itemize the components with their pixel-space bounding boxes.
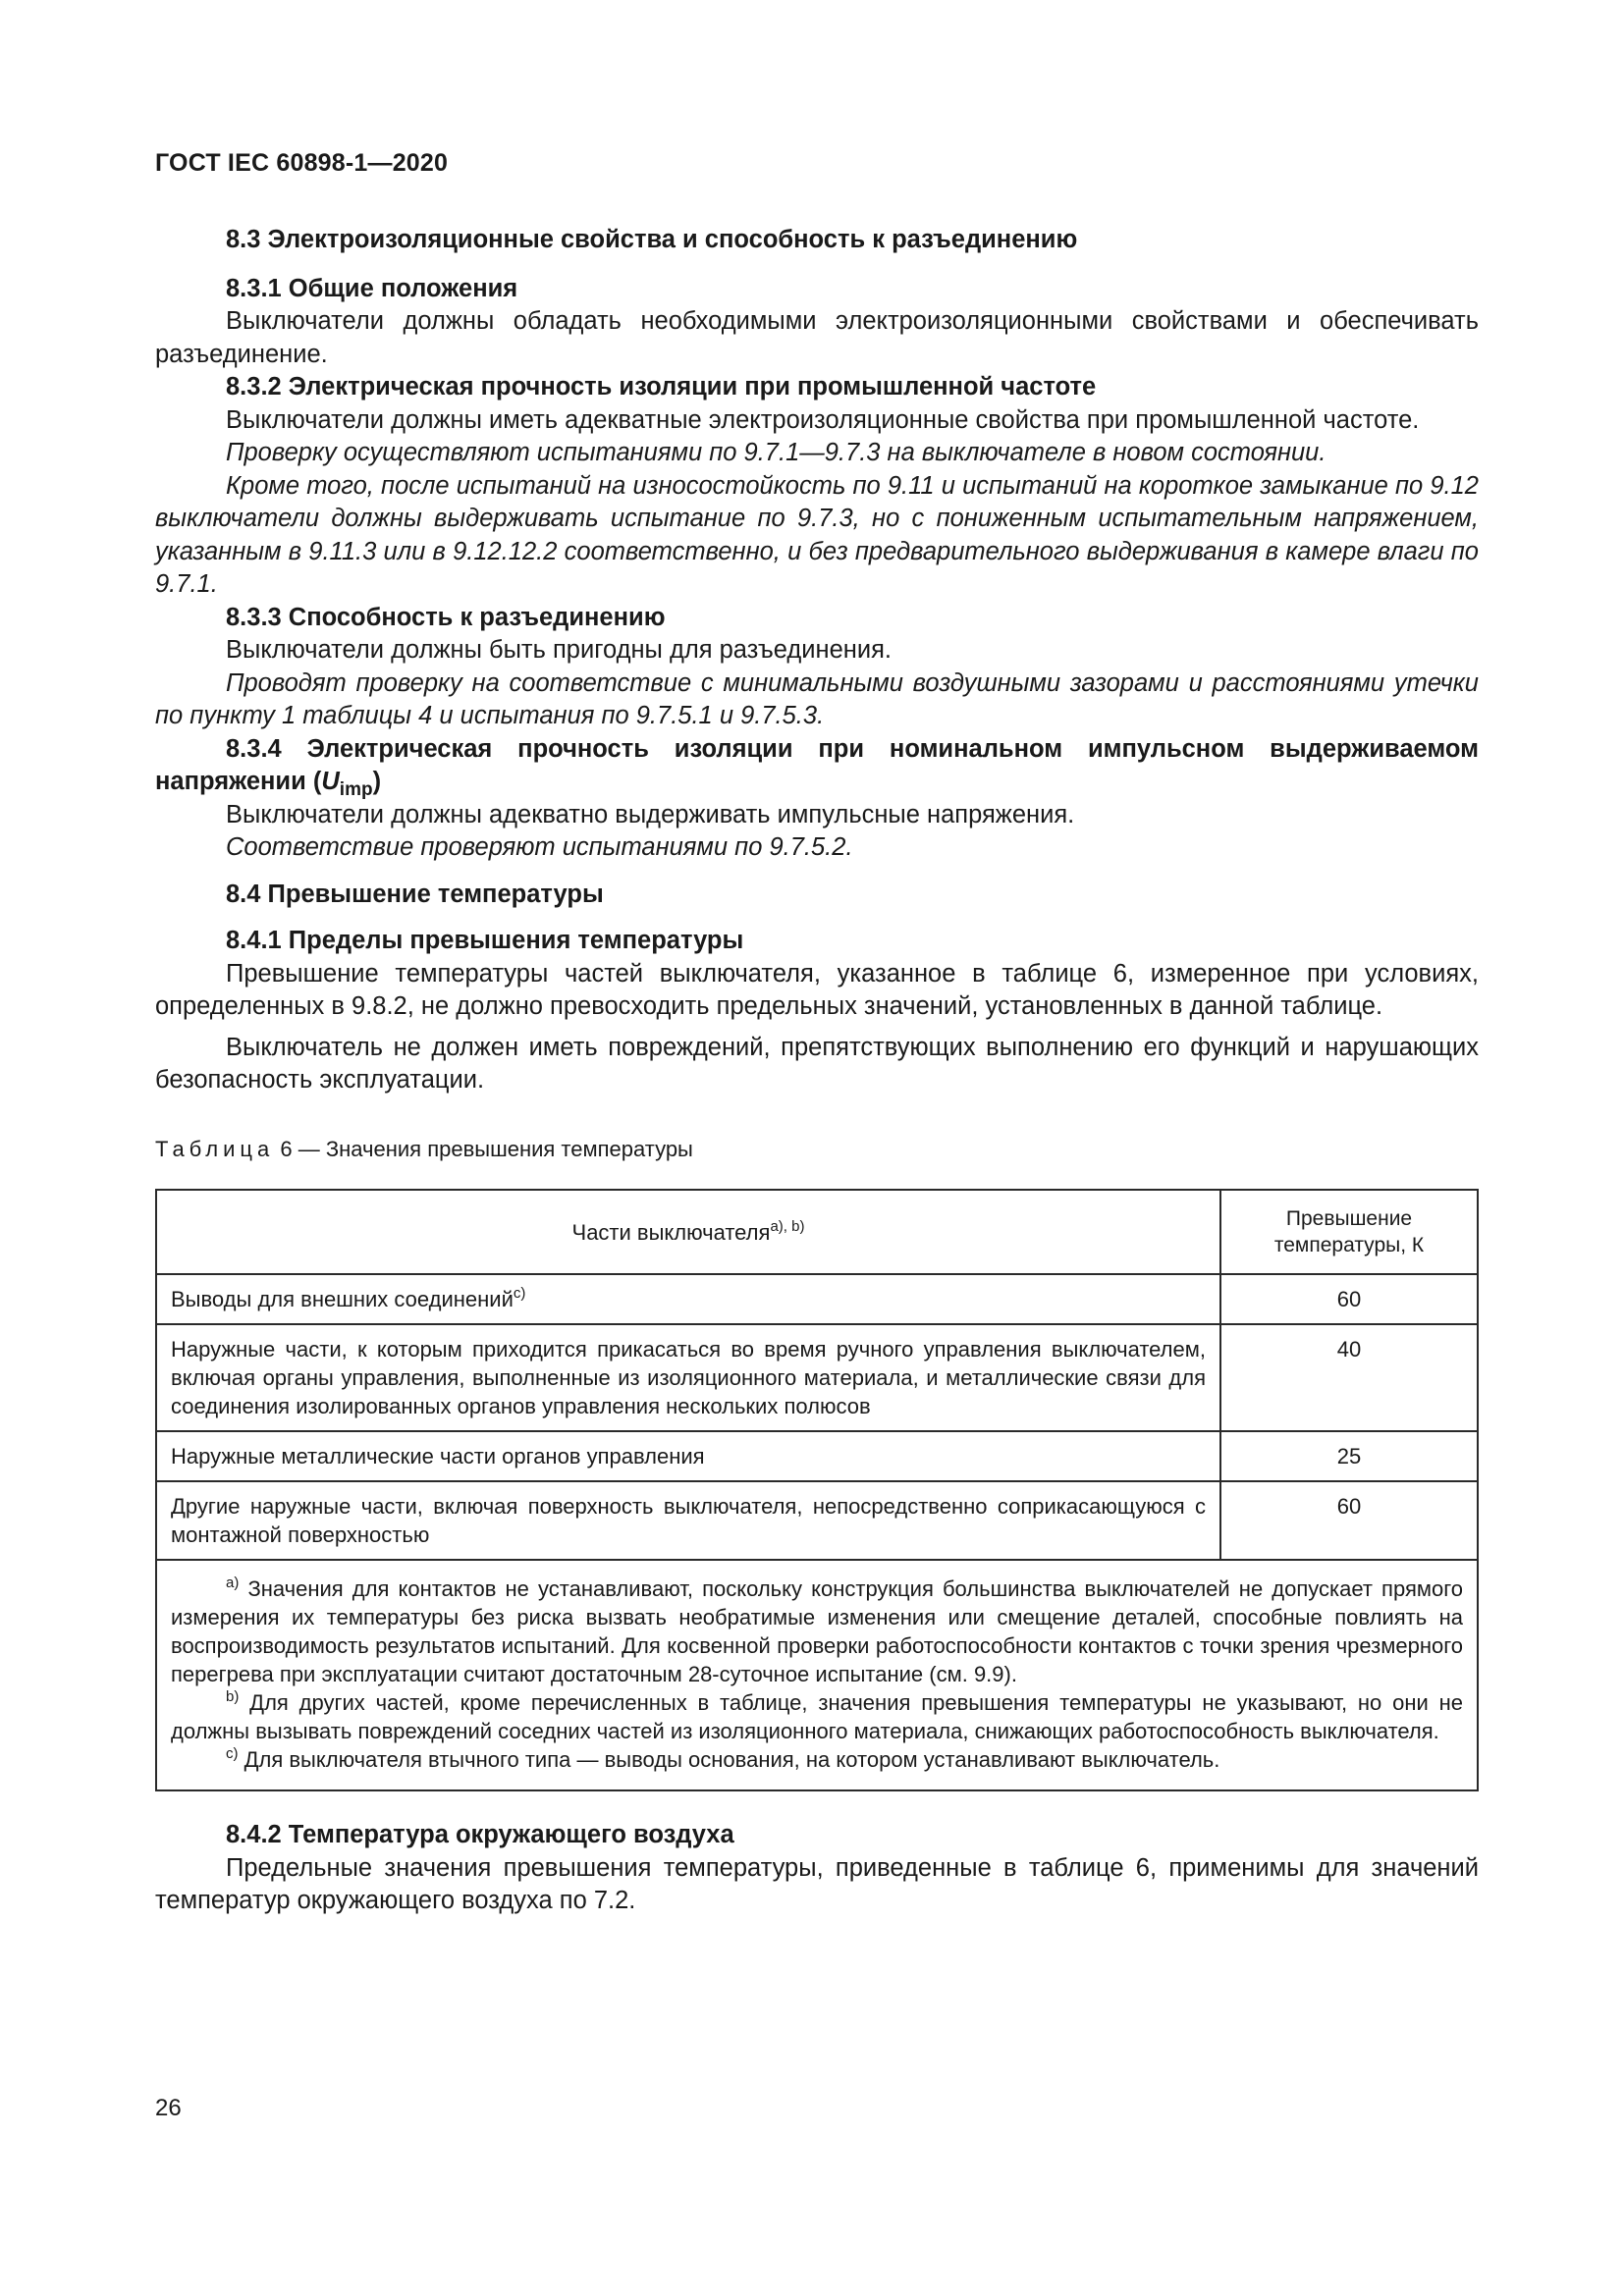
part-cell: Другие наружные части, включая поверхность выключателя, непосредственно соприкасающуюся с монтажной поверхностью xyxy=(156,1481,1220,1560)
section-8-3-title: 8.3 Электроизоляционные свойства и способность к разъединению xyxy=(226,226,1078,253)
value-cell: 60 xyxy=(1220,1481,1478,1560)
table-note xyxy=(171,1688,1463,1745)
paragraph-italic: Проводят проверку на соответствие с минимальными воздушными зазорами и расстояниями утечки по пункту 1 таблицы 4 и испытания по 9.7.5.1 и 9.7.5.3. xyxy=(155,668,1479,729)
document-code-header: ГОСТ IEC 60898-1—2020 xyxy=(155,149,449,177)
value-cell: 40 xyxy=(1220,1324,1478,1431)
section-title-text: ) xyxy=(372,768,382,795)
footnote-mark: a), b) xyxy=(770,1217,805,1235)
note-text: Для других частей, кроме перечисленных в таблице, значения превышения температуры не указывают, но они не должны вызывать повреждений соседних частей из изоляционного материала, снижающих работоспособность выключателя. xyxy=(171,1690,1463,1743)
paragraph: Предельные значения превышения температуры, приведенные в таблице 6, применимы для значений температур окружающего воздуха по 7.2. xyxy=(155,1853,1479,1914)
table-header-row xyxy=(156,1190,1478,1274)
temperature-rise-table xyxy=(155,1189,1479,1791)
part-cell xyxy=(156,1274,1220,1324)
table-notes-row xyxy=(156,1560,1478,1790)
table-note xyxy=(171,1575,1463,1688)
footnote-mark: a) xyxy=(226,1575,240,1591)
table-caption-text: 6 — Значения превышения температуры xyxy=(274,1136,693,1161)
paragraph-italic: Соответствие проверяют испытаниями по 9.7.5.2. xyxy=(226,833,853,861)
section-8-4-2-title: 8.4.2 Температура окружающего воздуха xyxy=(226,1821,734,1848)
paragraph: Выключатели должны обладать необходимыми электроизоляционными свойствами и обеспечивать разъединение. xyxy=(155,307,1479,368)
table-row xyxy=(156,1481,1478,1560)
column-header-text: Части выключателя xyxy=(571,1219,771,1245)
section-8-3-2-title: 8.3.2 Электрическая прочность изоляции при промышленной частоте xyxy=(226,373,1097,400)
part-cell: Наружные металлические части органов управления xyxy=(156,1431,1220,1481)
body-text xyxy=(155,224,1479,1918)
section-8-3-1-title: 8.3.1 Общие положения xyxy=(226,274,518,302)
table-row xyxy=(156,1324,1478,1431)
table-row xyxy=(156,1431,1478,1481)
note-text: Для выключателя втычного типа — выводы основания, на котором устанавливают выключатель. xyxy=(238,1747,1220,1772)
paragraph: Выключатели должны быть пригодны для разъединения. xyxy=(226,636,892,664)
table-notes xyxy=(156,1560,1478,1790)
table-note xyxy=(171,1745,1463,1774)
table-caption xyxy=(155,1133,1479,1166)
section-8-4-title: 8.4 Превышение температуры xyxy=(226,880,604,908)
paragraph-italic: Проверку осуществляют испытаниями по 9.7.1—9.7.3 на выключателе в новом состоянии. xyxy=(226,439,1326,466)
column-header-temperature-rise: Превышение температуры, К xyxy=(1220,1190,1478,1274)
note-text: Значения для контактов не устанавливают, поскольку конструкция большинства выключателей не допускает прямого измерения их температуры без риска вызвать необратимые изменения или смещение деталей, способные повлиять на воспроизводимость результатов испытаний. Для косвенной проверки работоспособности контактов с точки зрения чрезмерного перегрева при эксплуатации считают достаточным 28-суточное испытание (см. 9.9). xyxy=(171,1576,1463,1686)
section-8-3-4-title xyxy=(155,733,1479,799)
value-cell: 60 xyxy=(1220,1274,1478,1324)
section-8-3-3-title: 8.3.3 Способность к разъединению xyxy=(226,603,666,631)
paragraph: Выключатель не должен иметь повреждений, препятствующих выполнению его функций и нарушающих безопасность эксплуатации. xyxy=(155,1033,1479,1094)
symbol-subscript: imp xyxy=(339,779,373,800)
footnote-mark: c) xyxy=(513,1285,526,1302)
column-header-parts xyxy=(156,1190,1220,1274)
footnote-mark: c) xyxy=(226,1745,239,1762)
value-cell: 25 xyxy=(1220,1431,1478,1481)
part-cell: Наружные части, к которым приходится прикасаться во время ручного управления выключателем, включая органы управления, выполненные из изоляционного материала, и металлические связи для соединения изолированных органов управления нескольких полюсов xyxy=(156,1324,1220,1431)
section-title-text: 8.3.4 Электрическая прочность изоляции при номинальном импульсном выдерживаемом напряжении ( xyxy=(155,734,1479,795)
section-8-4-1-title: 8.4.1 Пределы превышения температуры xyxy=(226,927,744,954)
footnote-mark: b) xyxy=(226,1688,240,1705)
table-caption-word: Таблица xyxy=(155,1136,275,1161)
paragraph: Выключатели должны иметь адекватные электроизоляционные свойства при промышленной частоте. xyxy=(226,405,1420,434)
page-number: 26 xyxy=(155,2095,182,2121)
table-row xyxy=(156,1274,1478,1324)
paragraph-italic: Кроме того, после испытаний на износостойкость по 9.11 и испытаний на короткое замыкание по 9.12 выключатели должны выдерживать испытание по 9.7.3, но с пониженным испытательным напряжением, указанным в 9.11.3 или в 9.12.12.2 соответственно, и без предварительного выдерживания в камере влаги по 9.7.1. xyxy=(155,471,1479,598)
part-text: Выводы для внешних соединений xyxy=(171,1287,514,1311)
paragraph: Выключатели должны адекватно выдерживать импульсные напряжения. xyxy=(226,800,1075,828)
paragraph: Превышение температуры частей выключателя, указанное в таблице 6, измеренное при условиях, определенных в 9.8.2, не должно превосходить предельных значений, установленных в данной таблице. xyxy=(155,959,1479,1020)
symbol-u: U xyxy=(321,768,340,795)
